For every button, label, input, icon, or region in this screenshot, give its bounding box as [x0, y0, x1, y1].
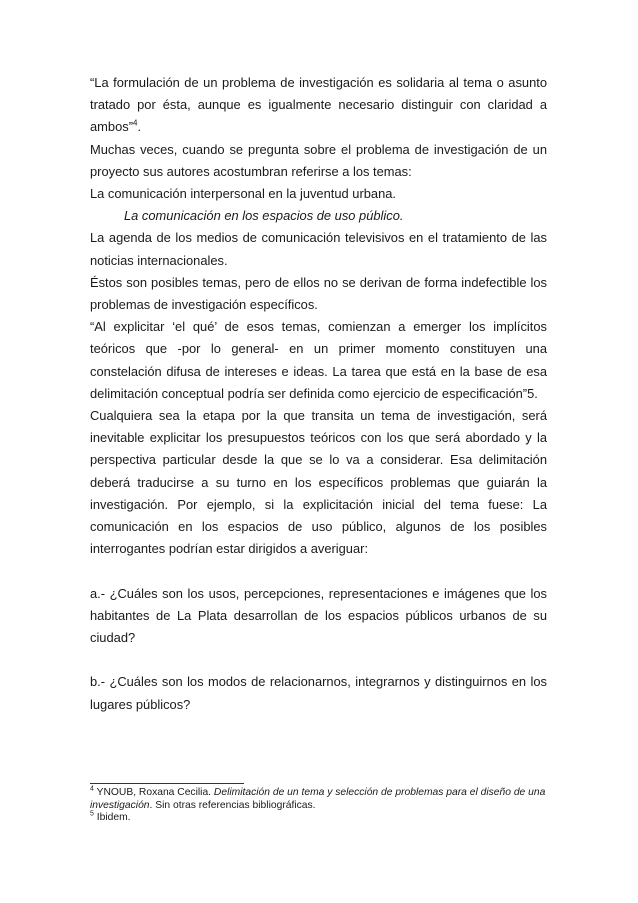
paragraph-2: Muchas veces, cuando se pregunta sobre el problema de investigación de un proyecto sus autores acostumbran referirse a los temas: — [90, 141, 547, 179]
paragraph-quote-1-text: “La formulación de un problema de investigación es solidaria al tema o asunto tratado por ésta, aunque es igualmente necesario distinguir con claridad a ambos” — [90, 75, 547, 135]
topic-3: La agenda de los medios de comunicación televisivos en el tratamiento de las noticias internacionales. — [90, 230, 547, 268]
footnote-4 — [90, 787, 547, 812]
footnote-divider — [90, 783, 244, 784]
footnote-4-author: YNOUB, Roxana Cecilia. — [93, 787, 214, 798]
paragraph-8: Cualquiera sea la etapa por la que transita un tema de investigación, será inevitable explicitar los presupuestos teóricos con los que será abordado y la perspectiva particular desde la que se lo va a considerar. Esa delimitación deberá traducirse a su turno en los específicos problemas que guiarán la investigación. Por ejemplo, si la explicitación inicial del tema fuese: La comunicación en los espacios de uso público, algunos de los posibles interrogantes podrían estar dirigidos a averiguar: — [90, 408, 547, 557]
topic-2: La comunicación en los espacios de uso público. — [124, 208, 404, 224]
topic-1: La comunicación interpersonal en la juventud urbana. — [90, 186, 396, 202]
paragraph-quote-1-end: . — [137, 119, 142, 135]
spacer — [90, 649, 547, 671]
question-b: b.- ¿Cuáles son los modos de relacionarnos, integrarnos y distinguirnos en los lugares públicos? — [90, 674, 547, 712]
footnote-4-rest: . Sin otras referencias bibliográficas. — [149, 799, 316, 811]
footnote-4-title: Delimitación de un tema y selección de problemas para el diseño de una investigación — [90, 787, 546, 811]
footnotes — [90, 787, 547, 825]
paragraph-quote-1 — [90, 72, 547, 139]
spacer — [90, 560, 547, 582]
paragraph-quote-2: “Al explicitar ‘el qué’ de esos temas, comienzan a emerger los implícitos teóricos que -por lo general- en un primer momento constituyen una constelación difusa de intereses e ideas. La tarea que está en la base de esa delimitación conceptual podría ser definida como ejercicio de especificación”5. — [90, 319, 547, 401]
body-text — [90, 72, 547, 716]
footnote-ref-4: 4 — [132, 119, 138, 129]
footnote-4-number: 4 — [90, 785, 94, 793]
footnote-5 — [90, 812, 547, 825]
footnote-5-text: Ibidem. — [93, 812, 131, 824]
question-a: a.- ¿Cuáles son los usos, percepciones, representaciones e imágenes que los habitantes de La Plata desarrollan de los espacios públicos urbanos de su ciudad? — [90, 585, 547, 646]
paragraph-6: Éstos son posibles temas, pero de ellos no se derivan de forma indefectible los problemas de investigación específicos. — [90, 274, 547, 313]
footnote-5-number: 5 — [90, 810, 94, 818]
